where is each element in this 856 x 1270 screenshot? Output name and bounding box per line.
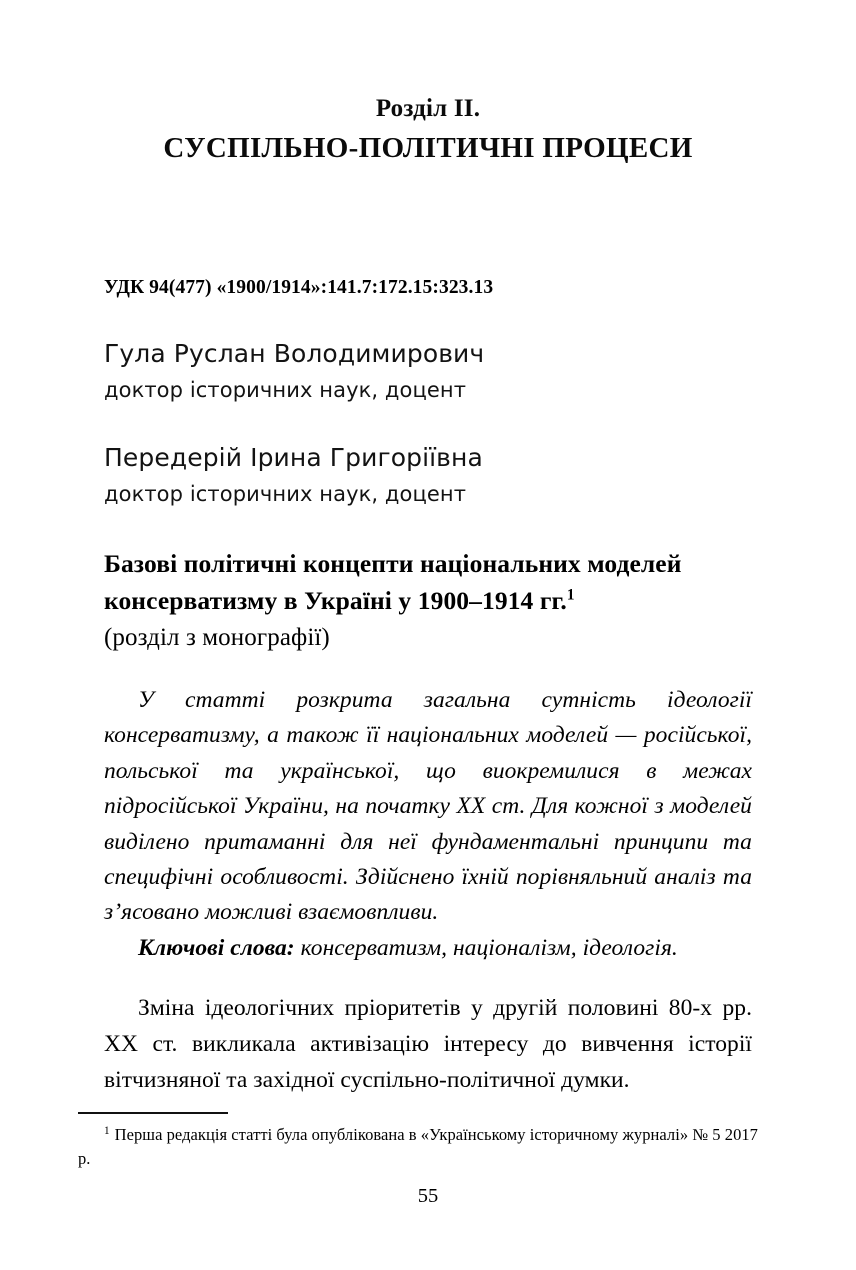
keywords-values: консерватизм, націоналізм, ідеологія. bbox=[300, 934, 678, 961]
chapter-number: Розділ II. bbox=[375, 95, 481, 122]
footnote-separator-rule bbox=[78, 1112, 228, 1114]
author-degree-2: доктор історичних наук, доцент bbox=[104, 482, 467, 506]
author-name-2: Передерій Ірина Григоріївна bbox=[104, 443, 483, 472]
chapter-heading bbox=[0, 92, 856, 168]
title-footnote-marker: 1 bbox=[566, 586, 575, 604]
article-title-block bbox=[104, 545, 752, 656]
footnote-entry bbox=[78, 1123, 768, 1171]
author-name-1: Гула Руслан Володимирович bbox=[104, 339, 485, 368]
footnote-marker: 1 bbox=[104, 1124, 110, 1137]
author-entry-2 bbox=[104, 441, 752, 510]
keywords-line bbox=[104, 931, 752, 966]
chapter-title: СУСПІЛЬНО-ПОЛІТИЧНІ ПРОЦЕСИ bbox=[163, 132, 693, 164]
article-title: Базові політичні концепти національних моделей консерватизму в Україні у 1900–1914 гг. bbox=[104, 549, 682, 615]
abstract-text: У статті розкрита загальна сутність ідеології консерватизму, а також її національних моделей — російської, польської та української, що виокремилися в межах підросійської України, на початку XX ст. Для кожної з моделей виділено притаманні для неї фундаментальні принципи та специфічні особливості. Здійснено їхній порівняльний аналіз та з’ясовано можливі взаємовпливи. bbox=[104, 687, 752, 926]
body-paragraph-1: Зміна ідеологічних пріоритетів у другій половині 80-х рр. XX ст. викликала активізацію інтересу до вивчення історії вітчизняної та західної суспільно-політичної думки. bbox=[104, 995, 752, 1094]
page-number: 55 bbox=[417, 1185, 439, 1207]
footnote-area bbox=[78, 1112, 768, 1171]
udc-code: УДК 94(477) «1900/1914»:141.7:172.15:323.13 bbox=[104, 277, 494, 298]
author-degree-1: доктор історичних наук, доцент bbox=[104, 378, 467, 402]
article-subtitle: (розділ з монографії) bbox=[104, 624, 330, 651]
keywords-label: Ключові слова: bbox=[138, 934, 295, 961]
author-entry-1 bbox=[104, 337, 752, 406]
footnote-text: Перша редакція статті була опублікована в «Українському історичному журналі» № 5 2017 р. bbox=[78, 1125, 758, 1168]
abstract-block bbox=[104, 683, 752, 966]
